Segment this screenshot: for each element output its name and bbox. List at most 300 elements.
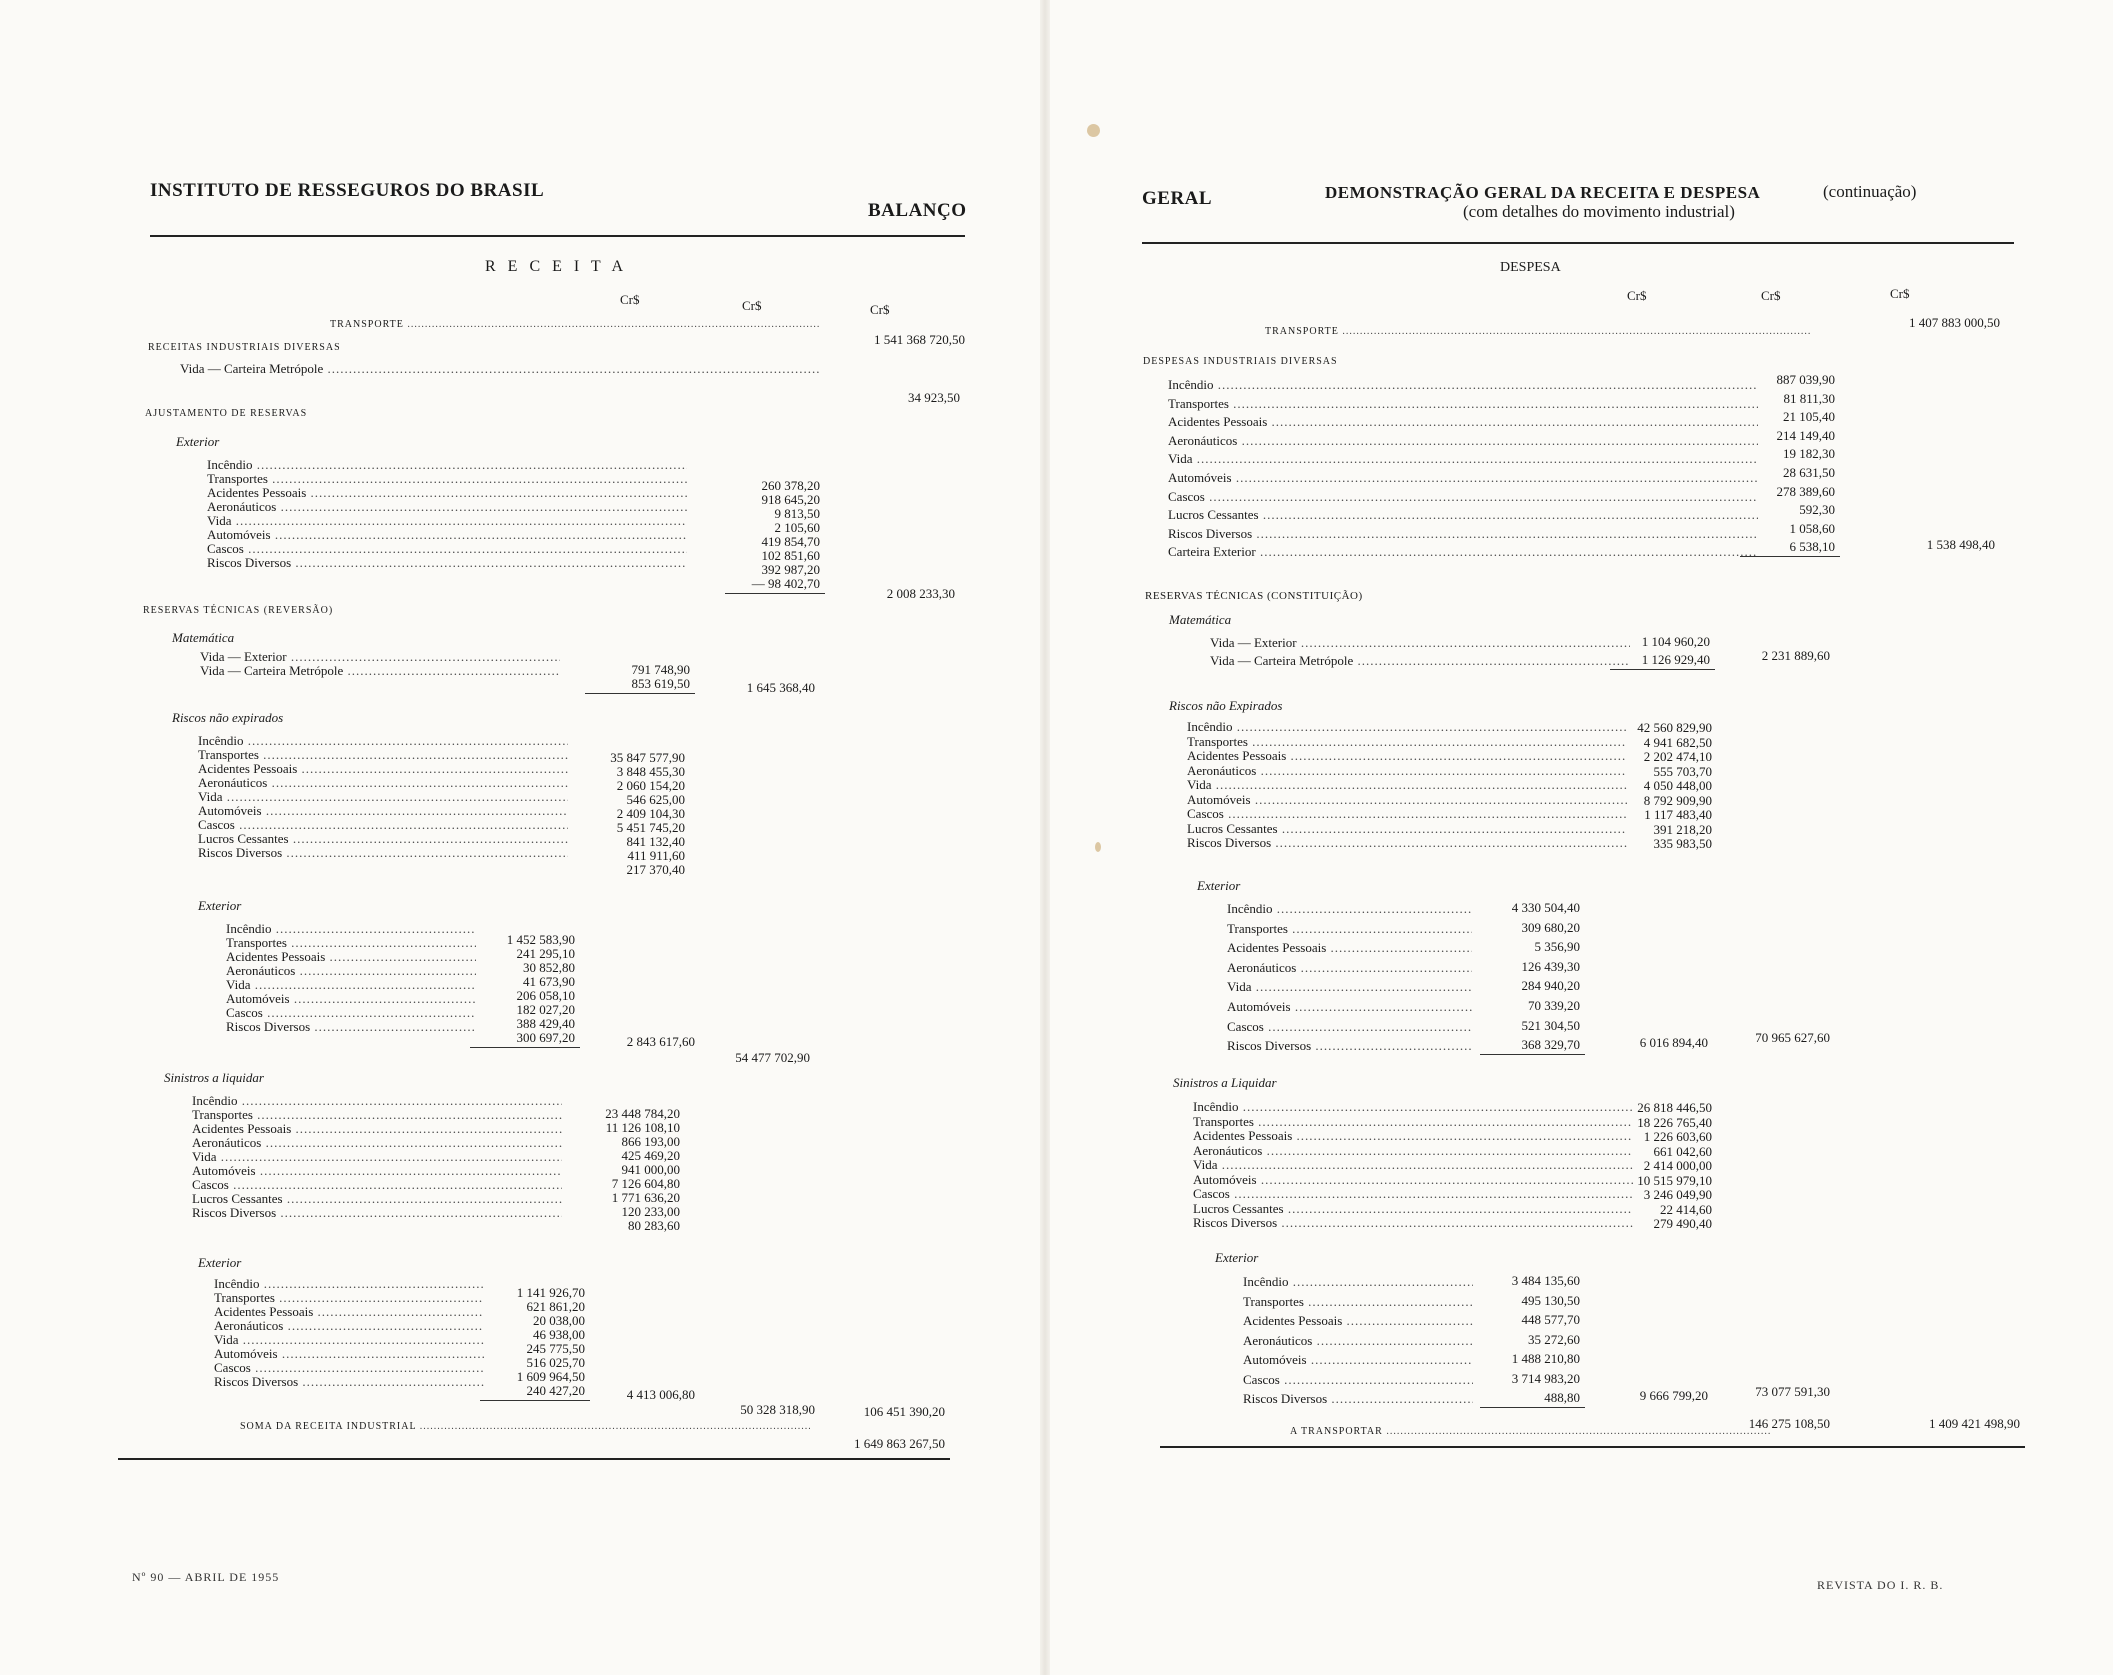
receita-heading: R E C E I T A [485, 258, 628, 275]
ledger-row [1168, 508, 1758, 522]
subtotal-value: 2 008 233,30 [886, 586, 955, 601]
ledger-label: Riscos Diversos ..... [207, 556, 687, 570]
column-total: 73 077 591,30 [1755, 1384, 1830, 1399]
ledger-label: Transportes ..... [226, 936, 476, 950]
ledger-value: 120 233,00 [621, 1204, 680, 1219]
ledger-row [1210, 636, 1630, 650]
ledger-value: 126 439,30 [1521, 958, 1580, 974]
ledger-label: Riscos Diversos ..... [226, 1020, 476, 1034]
ledger-label: Aeronáuticos ..... [192, 1136, 562, 1150]
subtotal-rule [480, 1400, 590, 1401]
left-page [0, 0, 1045, 1675]
ledger-label: Riscos Diversos ..... [198, 846, 568, 860]
ledger-row [1243, 1295, 1473, 1309]
ledger-label: Transportes ..... [1168, 397, 1758, 411]
ledger-value: 1 771 636,20 [611, 1190, 680, 1205]
ledger-row [1193, 1187, 1633, 1201]
ledger-label: Automóveis ..... [207, 528, 687, 542]
ledger-value: 4 330 504,40 [1511, 900, 1580, 915]
ledger-value: 5 356,90 [1534, 939, 1580, 955]
ledger-value: 918 645,20 [761, 492, 820, 507]
ledger-row [1243, 1314, 1473, 1328]
riscos-heading: Riscos não expirados [172, 710, 284, 725]
ledger-value: 217 370,40 [626, 862, 685, 877]
ledger-value: 391 218,20 [1653, 821, 1712, 837]
ledger-value: 495 130,50 [1521, 1292, 1580, 1308]
ledger-label: Aeronáuticos ..... [1227, 961, 1472, 975]
ledger-row [207, 458, 687, 472]
ledger-row [1187, 749, 1627, 763]
ledger-row [207, 514, 687, 528]
riscos-exterior-heading-right: Exterior [1197, 878, 1241, 893]
ledger-label: Lucros Cessantes ..... [1187, 822, 1627, 836]
ledger-row [1227, 961, 1472, 975]
revista-footer: REVISTA DO I. R. B. [1817, 1578, 1944, 1592]
ledger-row [1193, 1129, 1633, 1143]
subtotal-value: 2 231 889,60 [1761, 648, 1830, 663]
ledger-row [192, 1178, 562, 1192]
ledger-label: Incêndio ..... [1187, 720, 1627, 734]
ledger-label: Incêndio ..... [1193, 1100, 1633, 1114]
despesas-heading: DESPESAS INDUSTRIAIS DIVERSAS [1143, 356, 1338, 367]
ledger-label: Aeronáuticos ..... [1168, 434, 1758, 448]
ledger-value: 182 027,20 [516, 1002, 575, 1017]
subtotal-value: 2 843 617,60 [626, 1034, 695, 1049]
transporte-row: TRANSPORTE ..... [330, 318, 820, 332]
ledger-value: 9 813,50 [774, 506, 820, 521]
ledger-row [1168, 415, 1758, 429]
ledger-value: 1 104 960,20 [1641, 634, 1710, 649]
ledger-value: 4 050 448,00 [1643, 778, 1712, 793]
ledger-label: Aeronáuticos ..... [1193, 1144, 1633, 1158]
ledger-row [192, 1164, 562, 1178]
ledger-label: Automóveis ..... [192, 1164, 562, 1178]
ledger-row [1227, 902, 1472, 916]
reservas-heading-right: RESERVAS TÉCNICAS (CONSTITUIÇÃO) [1145, 590, 1363, 602]
ledger-row [198, 818, 568, 832]
ledger-label: Riscos Diversos ..... [1243, 1392, 1473, 1406]
ledger-row [1243, 1353, 1473, 1367]
column-total: 54 477 702,90 [735, 1050, 810, 1065]
vida-metropole-value: 34 923,50 [908, 390, 960, 405]
ledger-value: 448 577,70 [1521, 1312, 1580, 1327]
ledger-label: Cascos ..... [207, 542, 687, 556]
ledger-label: Transportes ..... [207, 472, 687, 486]
balanco-title: BALANÇO [868, 200, 967, 221]
ledger-row [226, 964, 476, 978]
ledger-row [1227, 1000, 1472, 1014]
footer-rule-right [1160, 1446, 2025, 1448]
ledger-label: Transportes ..... [1227, 922, 1472, 936]
ledger-label: Acidentes Pessoais ..... [192, 1122, 562, 1136]
sinistros-exterior-heading-right: Exterior [1215, 1250, 1259, 1265]
ledger-row [1227, 922, 1472, 936]
currency-col1: Cr$ [620, 292, 640, 307]
right-page [1045, 0, 2113, 1675]
ledger-label: Cascos ..... [192, 1178, 562, 1192]
soma-row: SOMA DA RECEITA INDUSTRIAL ..... [240, 1420, 810, 1434]
ledger-value: 46 938,00 [533, 1327, 585, 1342]
subtotal-value: 9 666 799,20 [1639, 1388, 1708, 1403]
ledger-value: 546 625,00 [626, 792, 685, 807]
ledger-label: Vida ..... [214, 1333, 484, 1347]
ledger-row [214, 1375, 484, 1389]
ledger-row [192, 1094, 562, 1108]
ajustamento-heading: AJUSTAMENTO DE RESERVAS [145, 408, 308, 419]
ledger-value: 11 126 108,10 [605, 1120, 680, 1135]
ledger-value: 1 117 483,40 [1644, 807, 1712, 822]
ledger-row [207, 500, 687, 514]
ledger-value: 80 283,60 [628, 1218, 680, 1233]
ledger-value: 10 515 979,10 [1637, 1172, 1712, 1188]
currency-col3-right: Cr$ [1890, 286, 1910, 301]
ledger-label: Vida — Exterior ..... [1210, 636, 1630, 650]
ledger-label: Automóveis ..... [226, 992, 476, 1006]
a-transportar-value: 1 409 421 498,90 [1929, 1416, 2020, 1431]
ledger-label: Incêndio ..... [1243, 1275, 1473, 1289]
receitas-diversas-heading: RECEITAS INDUSTRIAIS DIVERSAS [148, 342, 341, 353]
ledger-label: Incêndio ..... [214, 1277, 484, 1291]
ledger-label: Aeronáuticos ..... [1187, 764, 1627, 778]
matematica-heading: Matemática [172, 630, 235, 645]
ledger-row [1193, 1158, 1633, 1172]
ledger-label: Transportes ..... [1243, 1295, 1473, 1309]
ledger-row [1187, 836, 1627, 850]
ledger-row [198, 748, 568, 762]
ledger-row [1187, 735, 1627, 749]
ledger-label: Transportes ..... [214, 1291, 484, 1305]
ledger-row [1193, 1202, 1633, 1216]
ledger-value: 1 609 964,50 [516, 1369, 585, 1384]
ledger-row [226, 950, 476, 964]
ledger-label: Incêndio ..... [1168, 378, 1758, 392]
institution-title: INSTITUTO DE RESSEGUROS DO BRASIL [150, 180, 545, 201]
ledger-row [1243, 1392, 1473, 1406]
ledger-value: 241 295,10 [516, 946, 575, 961]
ledger-row [1227, 980, 1472, 994]
ledger-value: 6 538,10 [1789, 539, 1835, 555]
header-rule [150, 235, 965, 237]
ledger-value: 300 697,20 [516, 1030, 575, 1045]
ledger-label: Riscos Diversos ..... [1168, 527, 1758, 541]
ledger-label: Vida — Carteira Metrópole ..... [200, 664, 560, 678]
ledger-value: 392 987,20 [761, 562, 820, 577]
ledger-value: 335 983,50 [1653, 836, 1712, 851]
ledger-row [207, 472, 687, 486]
vida-metropole-row: Vida — Carteira Metrópole ..... [180, 362, 820, 376]
ledger-label: Transportes ..... [1193, 1115, 1633, 1129]
ledger-row [192, 1192, 562, 1206]
continuacao-label: (continuação) [1823, 182, 1917, 201]
ledger-label: Incêndio ..... [1227, 902, 1472, 916]
ledger-value: — 98 402,70 [751, 576, 820, 591]
ledger-row [207, 542, 687, 556]
ledger-label: Lucros Cessantes ..... [1193, 1202, 1633, 1216]
ledger-label: Acidentes Pessoais ..... [214, 1305, 484, 1319]
ledger-row [192, 1150, 562, 1164]
subtotal-rule [585, 693, 695, 694]
ledger-label: Incêndio ..... [198, 734, 568, 748]
ledger-label: Acidentes Pessoais ..... [198, 762, 568, 776]
ledger-row [192, 1206, 562, 1220]
ledger-row [1187, 778, 1627, 792]
ledger-value: 555 703,70 [1653, 763, 1712, 779]
ledger-value: 206 058,10 [516, 988, 575, 1003]
ledger-label: Cascos ..... [1243, 1373, 1473, 1387]
ledger-value: 35 847 577,90 [610, 750, 685, 765]
ledger-value: 260 378,20 [761, 478, 820, 493]
ledger-label: Aeronáuticos ..... [226, 964, 476, 978]
ledger-row [192, 1122, 562, 1136]
ledger-label: Transportes ..... [1187, 735, 1627, 749]
subtotal-rule [1740, 556, 1840, 557]
ledger-value: 3 246 049,90 [1643, 1187, 1712, 1202]
ledger-label: Incêndio ..... [207, 458, 687, 472]
currency-col1-right: Cr$ [1627, 288, 1647, 303]
ledger-value: 102 851,60 [761, 548, 820, 563]
ledger-label: Incêndio ..... [192, 1094, 562, 1108]
demonstracao-title: DEMONSTRAÇÃO GERAL DA RECEITA E DESPESA [1325, 183, 1761, 202]
column-total: 106 451 390,20 [863, 1404, 945, 1419]
ledger-label: Cascos ..... [1168, 490, 1758, 504]
ledger-row [192, 1108, 562, 1122]
ledger-label: Acidentes Pessoais ..... [1187, 749, 1627, 763]
ledger-value: 2 060 154,20 [616, 778, 685, 793]
ledger-value: 42 560 829,90 [1637, 720, 1712, 735]
ledger-label: Vida ..... [1193, 1158, 1633, 1172]
sinistros-heading: Sinistros a liquidar [164, 1070, 264, 1085]
ledger-value: 309 680,20 [1521, 919, 1580, 935]
ledger-value: 368 329,70 [1521, 1037, 1580, 1053]
subtotal-rule [1480, 1054, 1585, 1055]
currency-col2-right: Cr$ [1761, 288, 1781, 303]
subtotal-rule [1610, 669, 1715, 670]
ledger-label: Vida ..... [207, 514, 687, 528]
ledger-value: 1 141 926,70 [516, 1285, 585, 1300]
ledger-value: 245 775,50 [526, 1341, 585, 1356]
ledger-row [1193, 1100, 1633, 1114]
ledger-value: 516 025,70 [526, 1355, 585, 1370]
ledger-label: Aeronáuticos ..... [1243, 1334, 1473, 1348]
ledger-value: 2 202 474,10 [1643, 749, 1712, 764]
ledger-value: 3 714 983,20 [1511, 1370, 1580, 1386]
ledger-label: Aeronáuticos ..... [198, 776, 568, 790]
reservas-heading: RESERVAS TÉCNICAS (REVERSÃO) [143, 605, 334, 616]
ledger-row [1227, 1039, 1472, 1053]
ledger-row [1193, 1173, 1633, 1187]
ledger-row [192, 1136, 562, 1150]
ledger-label: Automóveis ..... [214, 1347, 484, 1361]
ledger-value: 425 469,20 [621, 1148, 680, 1163]
paper-speck [1095, 842, 1101, 852]
ledger-label: Automóveis ..... [1243, 1353, 1473, 1367]
ledger-value: 3 848 455,30 [616, 764, 685, 779]
ledger-value: 841 132,40 [626, 834, 685, 849]
ledger-label: Lucros Cessantes ..... [192, 1192, 562, 1206]
ledger-row [1193, 1115, 1633, 1129]
ledger-row [1243, 1373, 1473, 1387]
ledger-row [207, 528, 687, 542]
ledger-value: 941 000,00 [621, 1162, 680, 1177]
ledger-row [1168, 545, 1758, 559]
ledger-row [214, 1291, 484, 1305]
ledger-row [214, 1319, 484, 1333]
ledger-row [207, 556, 687, 570]
ledger-label: Carteira Exterior ..... [1168, 545, 1758, 559]
a-transportar-row: A TRANSPORTAR ..... [1290, 1425, 1770, 1439]
ledger-value: 23 448 784,20 [605, 1106, 680, 1121]
ledger-row [198, 846, 568, 860]
ledger-row [1168, 471, 1758, 485]
ledger-label: Riscos Diversos ..... [192, 1206, 562, 1220]
riscos-exterior-heading: Exterior [198, 898, 242, 913]
sinistros-exterior-heading: Exterior [198, 1255, 242, 1270]
ledger-label: Vida ..... [192, 1150, 562, 1164]
despesa-heading: DESPESA [1500, 260, 1561, 275]
subtotal-value: 4 413 006,80 [626, 1387, 695, 1402]
ledger-label: Automóveis ..... [1227, 1000, 1472, 1014]
ledger-label: Acidentes Pessoais ..... [1193, 1129, 1633, 1143]
ledger-value: 411 911,60 [627, 848, 685, 863]
ledger-value: 278 389,60 [1776, 483, 1835, 499]
ledger-value: 887 039,90 [1776, 372, 1835, 387]
ledger-row [1187, 720, 1627, 734]
ledger-value: 26 818 446,50 [1637, 1100, 1712, 1115]
ledger-value: 791 748,90 [631, 662, 690, 677]
ledger-label: Acidentes Pessoais ..... [226, 950, 476, 964]
ledger-value: 419 854,70 [761, 534, 820, 549]
ledger-label: Cascos ..... [1227, 1020, 1472, 1034]
matematica-heading-right: Matemática [1169, 612, 1232, 627]
ledger-row [1168, 434, 1758, 448]
ledger-label: Cascos ..... [198, 818, 568, 832]
ledger-value: 1 452 583,90 [506, 932, 575, 947]
ledger-label: Transportes ..... [198, 748, 568, 762]
subtotal-value: 6 016 894,40 [1639, 1035, 1708, 1051]
ledger-row [198, 790, 568, 804]
subtotal-value: 1 538 498,40 [1926, 537, 1995, 553]
ledger-label: Cascos ..... [226, 1006, 476, 1020]
ledger-value: 5 451 745,20 [616, 820, 685, 835]
ledger-label: Acidentes Pessoais ..... [1227, 941, 1472, 955]
ledger-row [1243, 1275, 1473, 1289]
paper-speck [1087, 124, 1100, 137]
ledger-row [1168, 527, 1758, 541]
ledger-value: 240 427,20 [526, 1383, 585, 1398]
ledger-row [1227, 1020, 1472, 1034]
ledger-value: 388 429,40 [516, 1016, 575, 1031]
riscos-heading-right: Riscos não Expirados [1169, 698, 1283, 713]
ledger-value: 621 861,20 [526, 1299, 585, 1314]
ledger-value: 1 488 210,80 [1511, 1351, 1580, 1366]
ledger-label: Cascos ..... [1193, 1187, 1633, 1201]
header-rule-right [1142, 242, 2014, 244]
ledger-label: Automóveis ..... [1187, 793, 1627, 807]
ledger-value: 279 490,40 [1653, 1216, 1712, 1231]
ledger-row [1187, 793, 1627, 807]
currency-col3: Cr$ [870, 302, 890, 317]
ajust-exterior-heading: Exterior [176, 434, 220, 449]
ledger-row [198, 762, 568, 776]
ledger-label: Vida ..... [226, 978, 476, 992]
ledger-row [1187, 764, 1627, 778]
ledger-row [214, 1361, 484, 1375]
ledger-label: Vida ..... [1227, 980, 1472, 994]
ledger-label: Vida ..... [1168, 452, 1758, 466]
ledger-row [1168, 452, 1758, 466]
ledger-row [1243, 1334, 1473, 1348]
ledger-row [1168, 397, 1758, 411]
column-total: 50 328 318,90 [740, 1402, 815, 1417]
ledger-value: 70 339,20 [1528, 998, 1580, 1013]
column-total: 146 275 108,50 [1748, 1416, 1830, 1431]
ledger-label: Cascos ..... [1187, 807, 1627, 821]
ledger-value: 1 126 929,40 [1641, 652, 1710, 667]
ledger-label: Acidentes Pessoais ..... [1168, 415, 1758, 429]
sinistros-heading-right: Sinistros a Liquidar [1173, 1075, 1277, 1090]
ledger-value: 7 126 604,80 [611, 1176, 680, 1191]
ledger-value: 488,80 [1544, 1390, 1580, 1405]
ledger-label: Automóveis ..... [198, 804, 568, 818]
ledger-row [1227, 941, 1472, 955]
ledger-label: Transportes ..... [192, 1108, 562, 1122]
ledger-row [1210, 654, 1630, 668]
ledger-value: 41 673,90 [523, 974, 575, 989]
ledger-row [200, 650, 560, 664]
ledger-value: 866 193,00 [621, 1134, 680, 1149]
soma-value: 1 649 863 267,50 [854, 1436, 945, 1451]
ledger-row [198, 832, 568, 846]
ledger-label: Lucros Cessantes ..... [198, 832, 568, 846]
ledger-value: 28 631,50 [1783, 465, 1835, 480]
ledger-label: Incêndio ..... [226, 922, 476, 936]
ledger-value: 2 414 000,00 [1643, 1158, 1712, 1173]
ledger-value: 3 484 135,60 [1511, 1273, 1580, 1288]
ledger-value: 1 058,60 [1789, 520, 1835, 536]
footer-rule [118, 1458, 950, 1460]
ledger-row [1187, 822, 1627, 836]
ledger-value: 35 272,60 [1528, 1331, 1580, 1347]
ledger-label: Acidentes Pessoais ..... [1243, 1314, 1473, 1328]
ledger-row [198, 776, 568, 790]
ledger-value: 284 940,20 [1521, 978, 1580, 994]
ledger-label: Automóveis ..... [1193, 1173, 1633, 1187]
ledger-row [214, 1333, 484, 1347]
ledger-label: Aeronáuticos ..... [214, 1319, 484, 1333]
ledger-row [1168, 378, 1758, 392]
transporte-value: 1 541 368 720,50 [874, 332, 965, 347]
ledger-value: 30 852,80 [523, 960, 575, 975]
ledger-value: 22 414,60 [1660, 1201, 1712, 1217]
ledger-value: 853 619,50 [631, 676, 690, 691]
ledger-row [226, 936, 476, 950]
ledger-value: 18 226 765,40 [1637, 1114, 1712, 1130]
geral-title: GERAL [1142, 188, 1213, 209]
issue-footer: Nº 90 — ABRIL DE 1955 [132, 1570, 280, 1584]
ledger-label: Riscos Diversos ..... [1227, 1039, 1472, 1053]
ledger-value: 4 941 682,50 [1643, 734, 1712, 750]
ledger-label: Lucros Cessantes ..... [1168, 508, 1758, 522]
ledger-row [207, 486, 687, 500]
ledger-row [1187, 807, 1627, 821]
subtotal-rule [725, 593, 825, 594]
ledger-label: Riscos Diversos ..... [214, 1375, 484, 1389]
subtotal-rule [1480, 1407, 1585, 1408]
subtotal-value: 1 645 368,40 [746, 680, 815, 695]
ledger-value: 81 811,30 [1783, 390, 1835, 406]
ledger-row [1193, 1144, 1633, 1158]
ledger-value: 2 105,60 [774, 520, 820, 535]
